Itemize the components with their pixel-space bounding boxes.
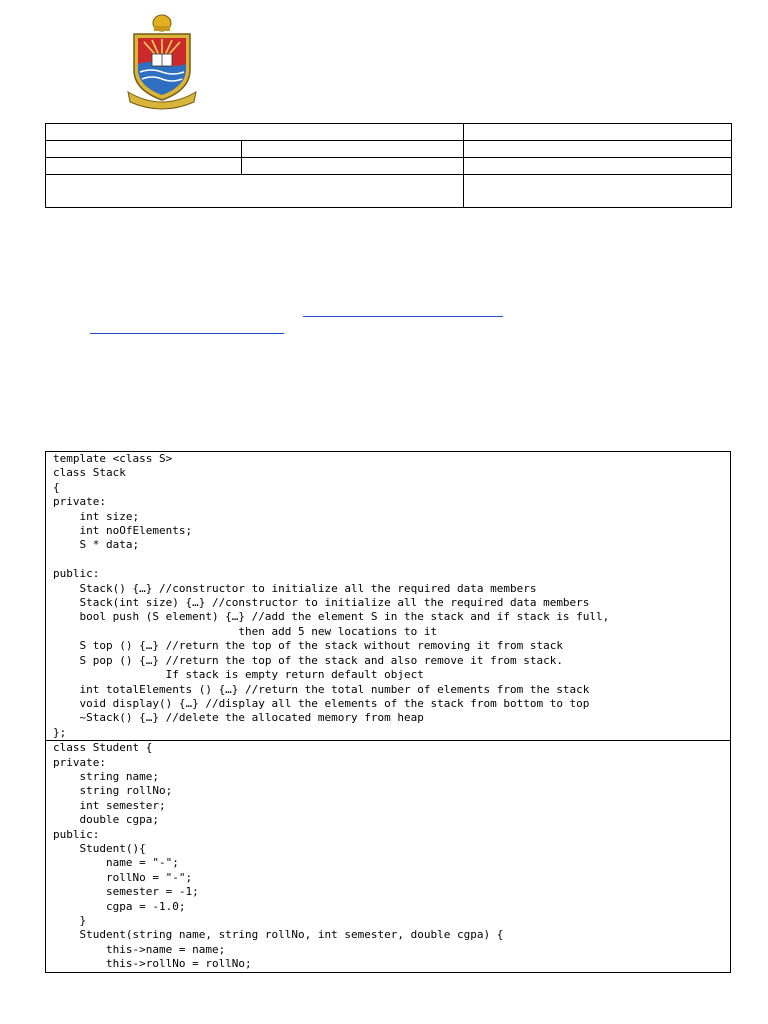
table-row bbox=[46, 124, 732, 141]
table-row bbox=[46, 175, 732, 208]
table-cell bbox=[46, 141, 242, 158]
code-listing-table bbox=[45, 451, 731, 973]
table-cell bbox=[242, 158, 464, 175]
student-class-code: class Student { private: string name; string rollNo; int semester; double cgpa; public: Student(){ name = "-"; rollNo = "-"; semester = -1; cgpa = -1.0; } Student(string name, string rollNo, int semester, double cgpa) { this->name = name; this->rollNo = rollNo; bbox=[53, 741, 504, 971]
header-info-table bbox=[45, 123, 732, 208]
table-cell bbox=[464, 141, 732, 158]
table-cell bbox=[46, 175, 464, 208]
university-crest-icon bbox=[124, 12, 200, 110]
table-cell bbox=[46, 158, 242, 175]
stack-class-code: template <class S> class Stack { private: int size; int noOfElements; S * data; public: Stack() {…} //constructor to initialize all the required data members Stack(int size) {…} //constructor to initialize all the required data members bool push (S element) {…} //add the element S in the stack and if stack is full, then add 5 new locations to it S top () {…} //return the top of the stack without removing it from stack S pop () {…} //return the top of the stack and also remove it from stack. If stack is empty return default object int totalElements () {…} //return the total number of elements from the stack void display() {…} //display all the elements of the stack from bottom to top ~Stack() {…} //delete the allocated memory from heap }; bbox=[53, 452, 610, 739]
hyperlink-2[interactable] bbox=[90, 333, 284, 334]
table-cell bbox=[464, 124, 732, 141]
table-cell bbox=[242, 141, 464, 158]
table-cell bbox=[464, 158, 732, 175]
table-cell bbox=[464, 175, 732, 208]
table-cell bbox=[46, 124, 464, 141]
table-row bbox=[46, 141, 732, 158]
stack-class-code-cell bbox=[46, 452, 731, 741]
table-row bbox=[46, 452, 731, 741]
student-class-code-cell bbox=[46, 741, 731, 973]
table-row bbox=[46, 158, 732, 175]
table-row bbox=[46, 741, 731, 973]
hyperlink-1[interactable] bbox=[303, 316, 503, 317]
